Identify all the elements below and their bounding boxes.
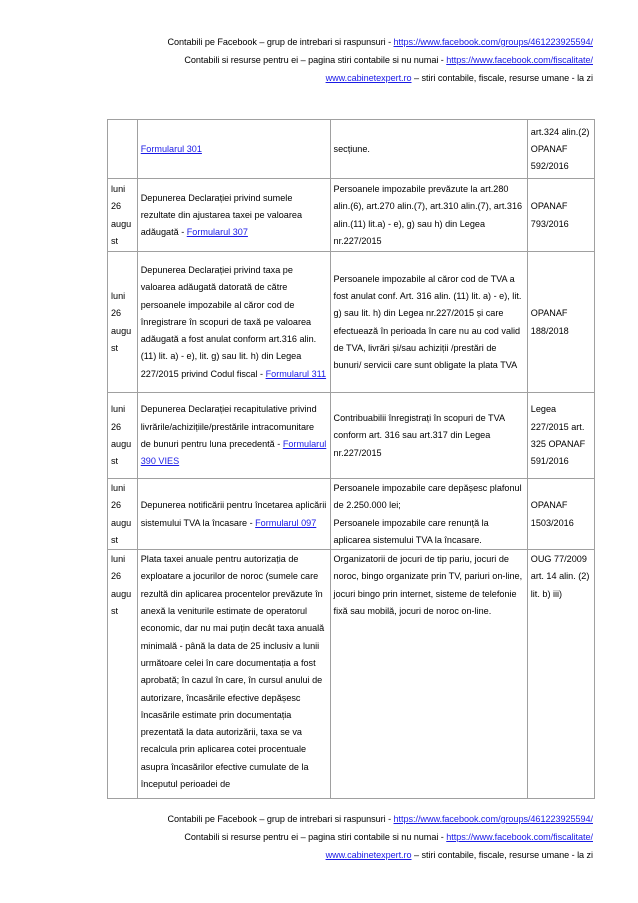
obligants-cell: Persoanele impozabile care depășesc plafonul de 2.250.000 lei; Persoanele impozabile care renunță la aplicarea sistemului TVA la încasare. [330,479,527,550]
table-row [108,479,595,550]
description-cell: Depunerea Declarației recapitulative privind livrările/achizițiile/prestările intracomunitare de bunuri pentru luna precedentă - Formularul 390 VIES [137,393,330,479]
table-row [108,179,595,252]
table-row [108,550,595,799]
legal-basis-cell: OPANAF 793/2016 [527,179,594,252]
description-cell: Depunerea Declarației privind taxa pe valoarea adăugată datorată de către persoanele impozabile al căror cod de înregistrare în scopuri de taxă pe valoarea adăugată a fost anulat conform art.316 alin.(11) lit. a) - e), lit. g) sau lit. h) din Legea 227/2015 privind Codul fiscal - Formularul 311 [137,252,330,393]
page-footer [100,810,593,864]
legal-basis-cell: art.324 alin.(2) OPANAF 592/2016 [527,120,594,179]
deadlines-table [107,119,595,799]
form-link[interactable]: Formularul 390 VIES [140,439,327,467]
website-link[interactable]: www.cabinetexpert.ro [325,73,412,83]
obligants-cell: Persoanele impozabile al căror cod de TVA a fost anulat conf. Art. 316 alin. (11) lit. a) - e), lit. g) sau lit. h) din Legea nr.227/2015 și care efectuează în perioada în care nu au cod valid de TVA, livrări și/sau achiziții /prestări de bunuri/ servicii care sunt obligate la plata TVA [330,252,527,393]
header-line-facebook-group [100,33,593,51]
header-line3-text: – stiri contabile, fiscale, resurse umane - la zi [411,73,593,83]
website-link[interactable]: www.cabinetexpert.ro [325,850,412,860]
legal-basis-cell: OUG 77/2009 art. 14 alin. (2) lit. b) iii) [527,550,594,799]
form-link[interactable]: Formularul 301 [140,143,202,154]
page-header [100,33,593,87]
header-line-facebook-page [100,51,593,69]
footer-line-website [100,846,593,864]
header-line2-text: Contabili si resurse pentru ei – pagina stiri contabile si nu numai - [184,55,447,65]
facebook-group-link[interactable]: https://www.facebook.com/groups/461223925594/ [393,814,593,824]
table-row [108,252,595,393]
form-link[interactable]: Formularul 307 [186,227,248,238]
footer-line2-text: Contabili si resurse pentru ei – pagina stiri contabile si nu numai - [184,832,447,842]
description-cell: Depunerea Declarației privind sumele rezultate din ajustarea taxei pe valoarea adăugată - Formularul 307 [137,179,330,252]
obligants-cell: secțiune. [330,120,527,179]
header-line-website [100,69,593,87]
obligants-cell: Organizatorii de jocuri de tip pariu, jocuri de noroc, bingo organizate prin TV, pariuri on-line, jocuri bingo prin internet, sisteme de telefonie fixă sau mobilă, jocuri de noroc on-line. [330,550,527,799]
form-link[interactable]: Formularul 097 [255,517,317,528]
form-link[interactable]: Formularul 311 [265,368,327,379]
footer-line-facebook-page [100,828,593,846]
facebook-page-link[interactable]: https://www.facebook.com/fiscalitate/ [446,832,593,842]
date-cell: luni 26 august [108,550,138,799]
date-cell: luni 26 august [108,393,138,479]
legal-basis-cell: OPANAF 188/2018 [527,252,594,393]
footer-line1-text: Contabili pe Facebook – grup de intrebari si raspunsuri - [167,814,394,824]
date-cell: luni 26 august [108,179,138,252]
facebook-page-link[interactable]: https://www.facebook.com/fiscalitate/ [446,55,593,65]
description-cell: Plata taxei anuale pentru autorizația de exploatare a jocurilor de noroc (sumele care rezultă din aplicarea procentelor prevăzute în anexă la veniturile estimate de operatorul economic, dar nu mai puțin decât taxa anuală minimală - până la data de 25 inclusiv a lunii următoare celei în care documentația a fost aprobată; în cazul în care, în cursul anului de autorizare, încasările efective depășesc încasările estimate prin documentația prezentată la data autorizării, taxa se va recalcula prin aplicarea cotei procentuale asupra încasărilor efective cumulate de la începutul perioadei de [137,550,330,799]
legal-basis-cell: Legea 227/2015 art. 325 OPANAF 591/2016 [527,393,594,479]
footer-line-facebook-group [100,810,593,828]
date-cell: luni 26 august [108,252,138,393]
obligants-cell: Contribuabilii înregistrați în scopuri de TVA conform art. 316 sau art.317 din Legea nr.227/2015 [330,393,527,479]
description-cell: Depunerea notificării pentru încetarea aplicării sistemului TVA la încasare - Formularul 097 [137,479,330,550]
date-cell: luni 26 august [108,479,138,550]
table-row [108,393,595,479]
obligants-cell: Persoanele impozabile prevăzute la art.280 alin.(6), art.270 alin.(7), art.310 alin.(7), art.316 alin.(11) lit.a) - e), g) sau h) din Legea nr.227/2015 [330,179,527,252]
legal-basis-cell: OPANAF 1503/2016 [527,479,594,550]
date-cell [108,120,138,179]
facebook-group-link[interactable]: https://www.facebook.com/groups/461223925594/ [393,37,593,47]
footer-line3-text: – stiri contabile, fiscale, resurse umane - la zi [411,850,593,860]
description-cell [137,120,330,179]
header-line1-text: Contabili pe Facebook – grup de intrebari si raspunsuri - [167,37,394,47]
table-row [108,120,595,179]
